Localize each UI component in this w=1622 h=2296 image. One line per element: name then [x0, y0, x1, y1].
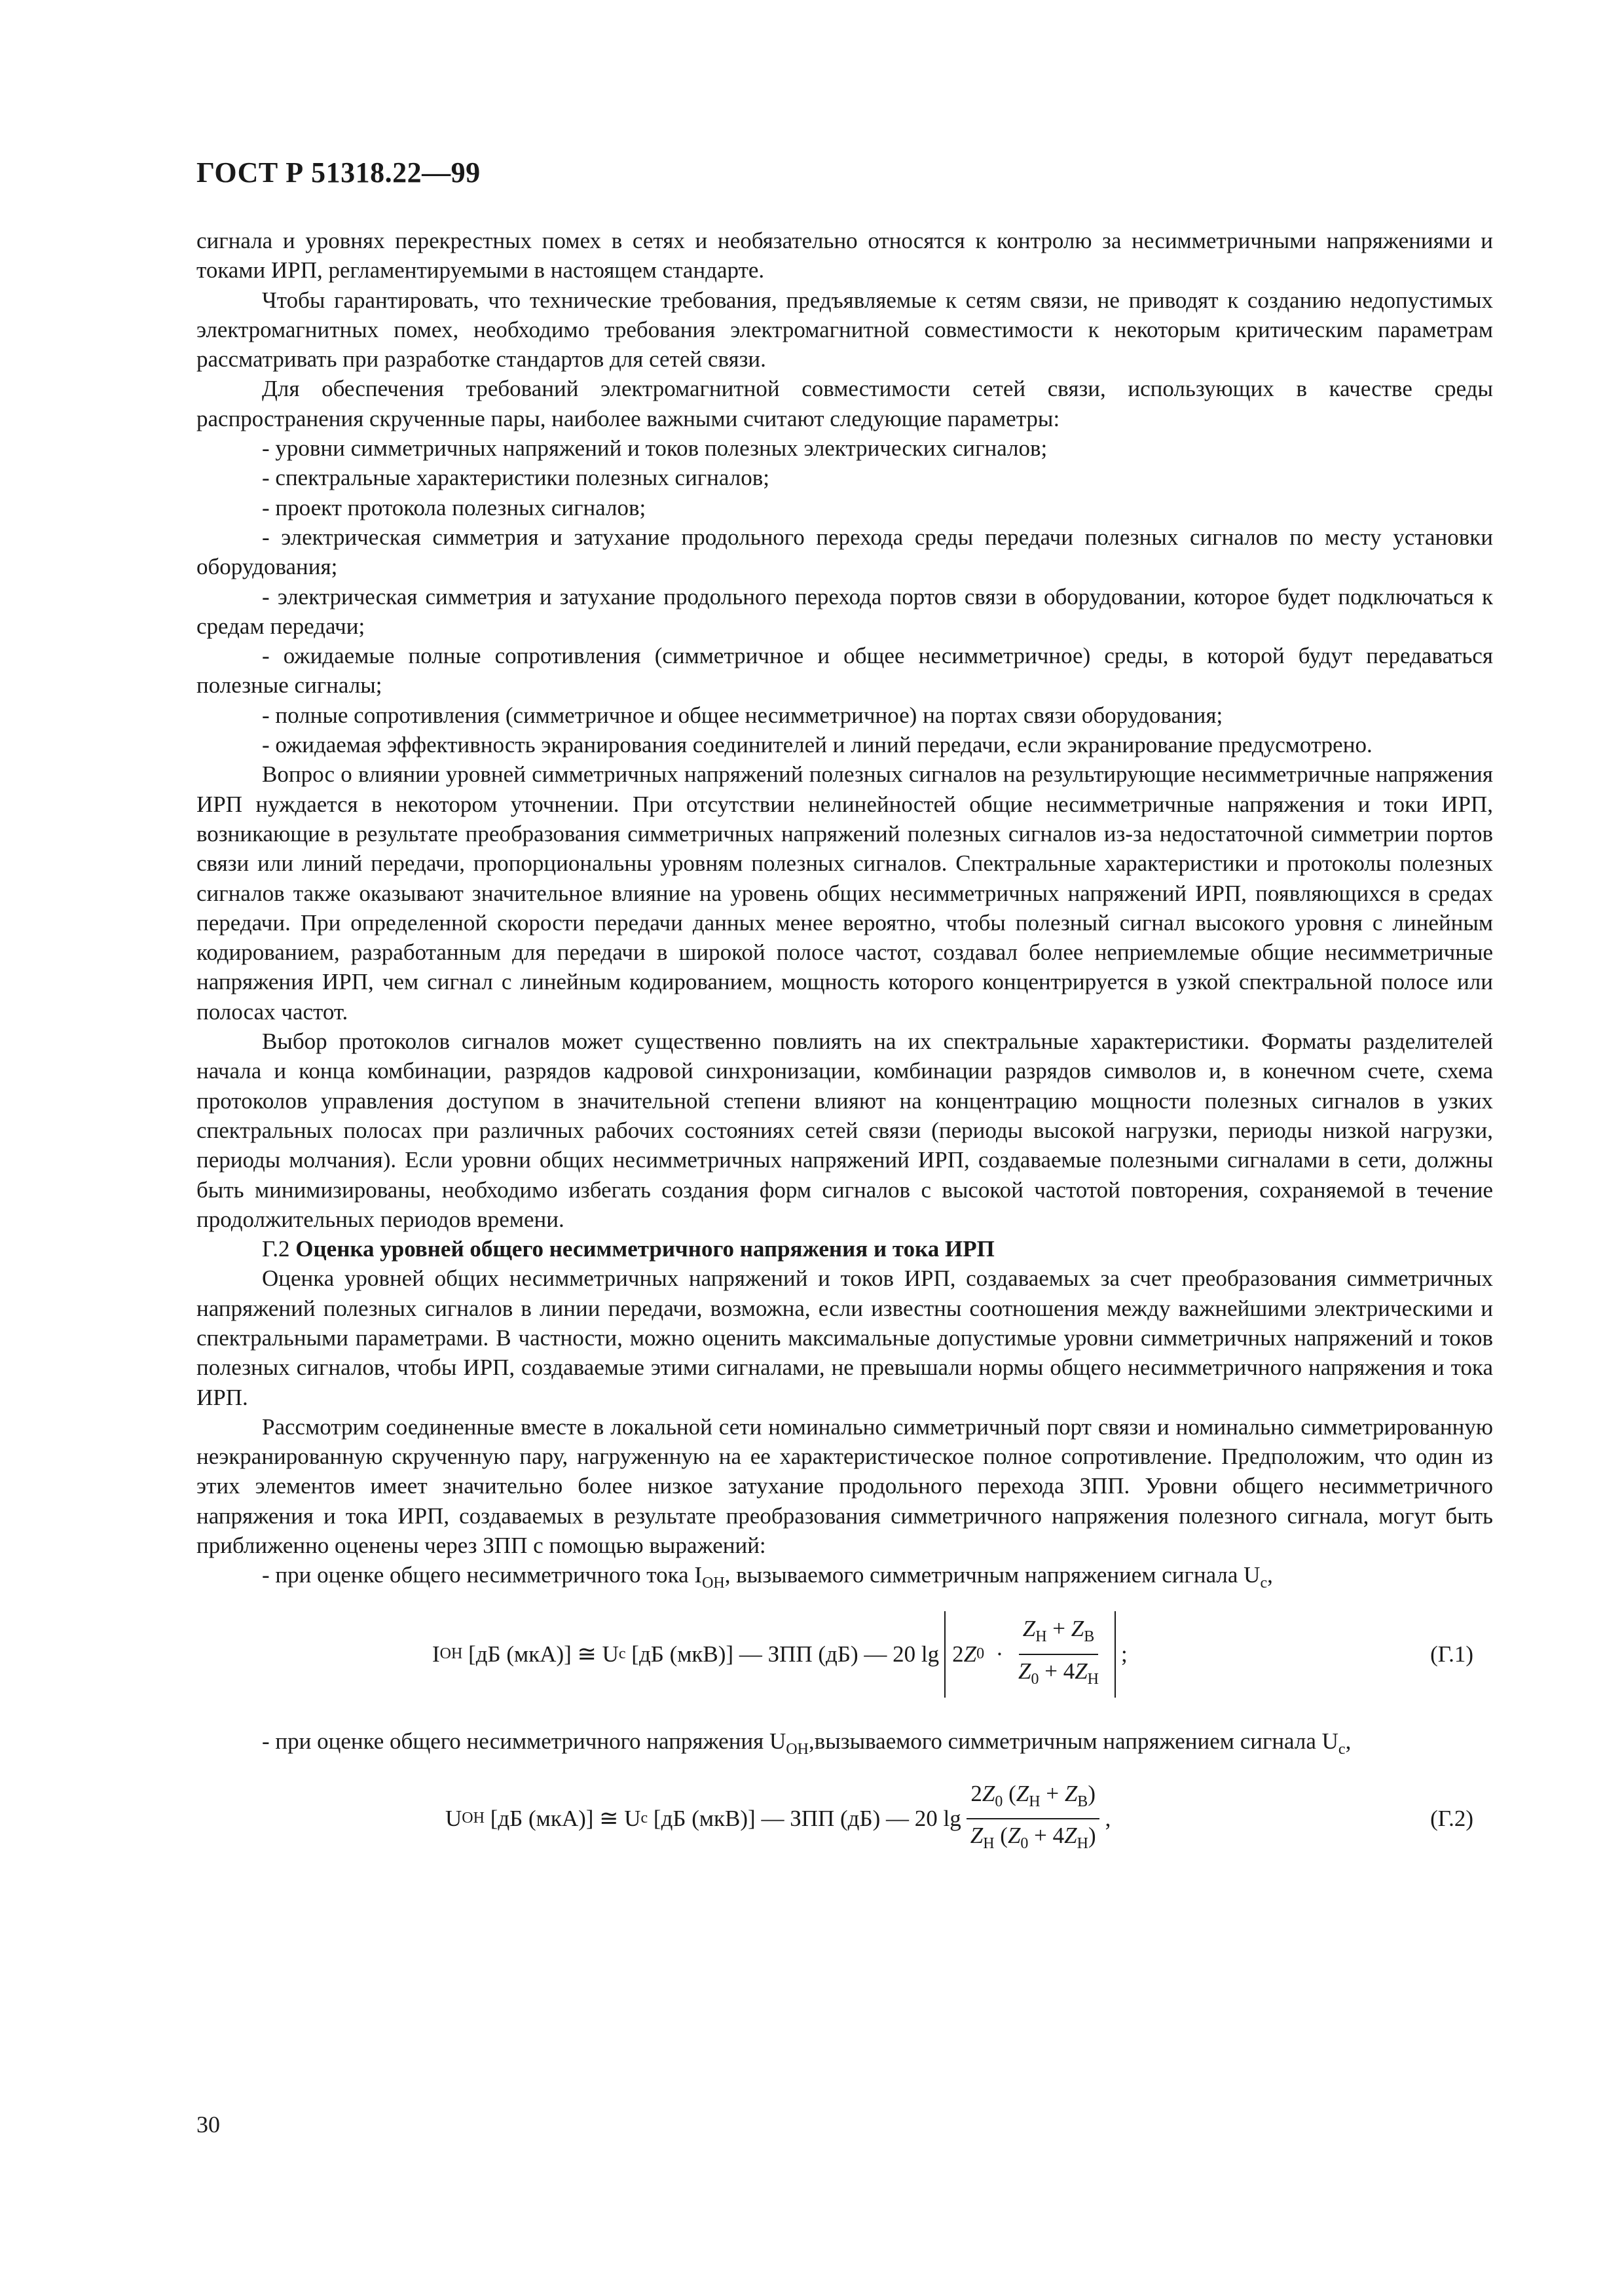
paragraph: сигнала и уровнях перекрестных помех в сетях и необязательно относятся к контролю за несимметричными напряжениями и токами ИРП, регламентируемыми в настоящем стандарте.	[196, 228, 1493, 283]
formula-g1	[196, 1605, 1493, 1704]
formula-number: (Г.1)	[1430, 1641, 1473, 1667]
formula-number: (Г.2)	[1430, 1806, 1473, 1832]
paragraph: Для обеспечения требований электромагнитной совместимости сетей связи, использующих в качестве среды распространения скрученные пары, наиболее важными считают следующие параметры:	[196, 376, 1493, 431]
paragraph: Оценка уровней общих несимметричных напряжений и токов ИРП, создаваемых за счет преобразования симметричных напряжений полезных сигналов в линии передачи, возможна, если известны соотношения между важнейшими электрическими и спектральными параметрами. В частности, можно оценить максимальные допустимые уровни симметричных напряжений и токов полезных сигналов, чтобы ИРП, создаваемые этими сигналами, не превышали нормы общего несимметричного напряжения и тока ИРП.	[196, 1266, 1493, 1410]
list-item: - ожидаемая эффективность экранирования соединителей и линий передачи, если экранирование предусмотрено.	[262, 732, 1373, 758]
list-item: - проект протокола полезных сигналов;	[262, 494, 646, 520]
body-text	[196, 226, 1493, 1868]
list-item: - ожидаемые полные сопротивления (симметричное и общее несимметричное) среды, в которой будут передаваться полезные сигналы;	[196, 643, 1493, 699]
fraction: $\frac{2Z_0 (Z_Н + Z_В)}{Z_Н (Z_0 + 4Z_Н)}$	[967, 1779, 1100, 1859]
list-item: - полные сопротивления (симметричное и общее несимметричное) на портах связи оборудования;	[262, 702, 1223, 728]
paragraph: Чтобы гарантировать, что технические требования, предъявляемые к сетям связи, не приводят к созданию недопустимых электромагнитных помех, необходимо требования электромагнитной совместимости к некоторым критическим параметрам рассматривать при разработке стандартов для сетей связи.	[196, 287, 1493, 373]
section-number: Г.2	[262, 1236, 290, 1262]
list-item: - электрическая симметрия и затухание продольного перехода портов связи в оборудовании, которое будет подключаться к средам передачи;	[196, 583, 1493, 639]
formula-g2	[196, 1770, 1493, 1868]
section-heading	[196, 1234, 1493, 1264]
list-item: - уровни симметричных напряжений и токов полезных электрических сигналов;	[262, 435, 1048, 462]
list-item: - электрическая симметрия и затухание продольного перехода среды передачи полезных сигналов по месту установки оборудования;	[196, 524, 1493, 580]
formula-expression: I ОН [дБ (мкА)] ≅ U c [дБ (мкВ)] — ЗПП (дБ) — 20 lg 2 Z 0 · $\frac{Z_Н + Z_В}{Z_0 + 4Z_Н}$ ;	[432, 1605, 1128, 1704]
fraction: $\frac{Z_Н + Z_В}{Z_0 + 4Z_Н}$	[1014, 1614, 1103, 1694]
paragraph: Выбор протоколов сигналов может существенно повлиять на их спектральные характеристики. Форматы разделителей начала и конца комбинации, разрядов кадровой синхронизации, комбинации разрядов символов и, в конечном счете, схема протоколов управления доступом в значительной степени влияют на концентрацию мощности полезных сигналов в узких спектральных полосах при различных рабочих состояниях сетей связи (периоды высокой нагрузки, периоды низкой нагрузки, периоды молчания). Если уровни общих несимметричных напряжений ИРП, создаваемые полезными сигналами в сети, должны быть минимизированы, необходимо избегать создания форм сигналов с высокой частотой повторения, сохраняемой в течение продолжительных периодов времени.	[196, 1029, 1493, 1232]
list-item: - при оценке общего несимметричного напряжения $U_{ОН},вызываемого$ симметричным напряжением сигнала $U_c$,	[262, 1728, 1352, 1758]
absolute-value: 2 Z 0 · $\frac{Z_Н + Z_В}{Z_0 + 4Z_Н}$	[944, 1611, 1116, 1698]
list-item: - спектральные характеристики полезных сигналов;	[262, 465, 769, 491]
section-title: Оценка уровней общего несимметричного напряжения и тока ИРП	[295, 1236, 995, 1262]
paragraph: Рассмотрим соединенные вместе в локальной сети номинально симметричный порт связи и номинально симметрированную неэкранированную скрученную пару, нагруженную на ее характеристическое полное сопротивление. Предположим, что один из этих элементов имеет значительно более низкое затухание продольного перехода ЗПП. Уровни общего несимметричного напряжения и тока ИРП, создаваемых в результате преобразования симметричного напряжения полезного сигнала, могут быть приближенно оценены через ЗПП с помощью выражений:	[196, 1413, 1493, 1559]
paragraph: Вопрос о влиянии уровней симметричных напряжений полезных сигналов на результирующие несимметричные напряжения ИРП нуждается в некотором уточнении. При отсутствии нелинейностей общие несимметричные напряжения и токи ИРП, возникающие в результате преобразования симметричных напряжений полезных сигналов из-за недостаточной симметрии портов связи или линий передачи, пропорциональны уровням полезных сигналов. Спектральные характеристики и протоколы полезных сигналов также оказывают значительное влияние на уровень общих несимметричных напряжений ИРП, появляющихся в средах передачи. При определенной скорости передачи данных менее вероятно, чтобы полезный сигнал высокого уровня с линейным кодированием, разработанным для передачи в широкой полосе частот, создавал более неприемлемые общие несимметричные напряжения ИРП, чем сигнал с линейным кодированием, мощность которого концентрируется в узкой спектральной полосе или полосах частот.	[196, 761, 1493, 1025]
list-item: - при оценке общего несимметричного тока $I_{ОН}$, вызываемого симметричным напряжением сигнала $U_c$,	[262, 1562, 1273, 1592]
formula-expression: U ОН [дБ (мкА)] ≅ U c [дБ (мкВ)] — ЗПП (дБ) — 20 lg $\frac{2Z_0 (Z_Н + Z_В)}{Z_Н (Z_0 + 4Z_Н)}$ ,	[445, 1770, 1111, 1868]
document-code-header: ГОСТ Р 51318.22—99	[196, 156, 481, 189]
page-number: 30	[196, 2111, 220, 2138]
